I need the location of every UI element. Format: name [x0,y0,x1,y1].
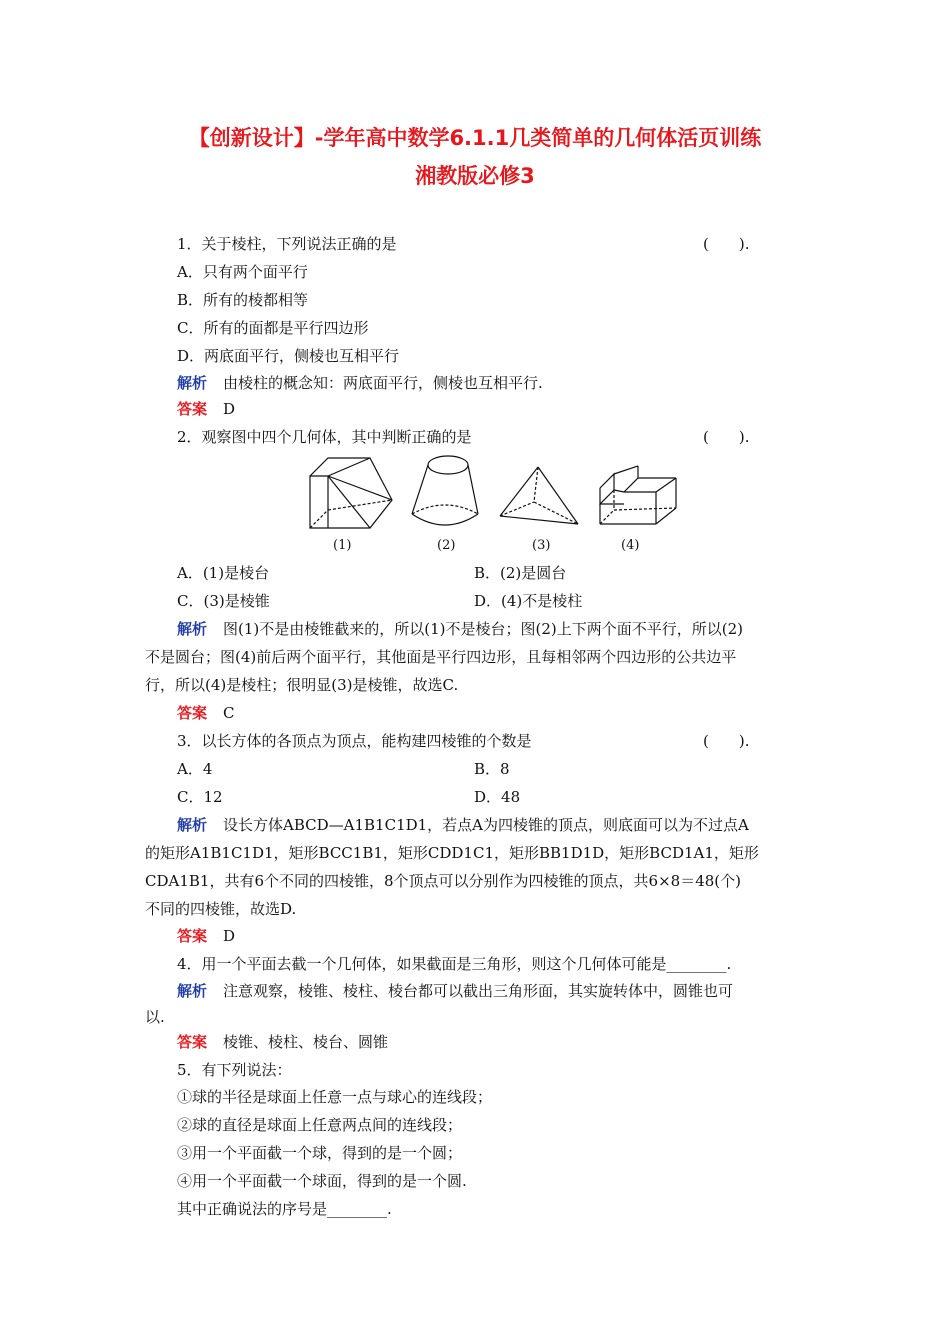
answer-label: 答案 [177,1033,208,1051]
q3-answer [177,926,235,946]
q1-stem: 1．关于棱柱，下列说法正确的是 [177,235,397,253]
q3-analysis-line4: 不同的四棱锥，故选D. [145,900,297,918]
q2-option-c: C．(3)是棱锥 [177,592,270,610]
q1-option-c: C．所有的面都是平行四边形 [177,319,369,337]
q3-option-c: C．12 [177,788,223,806]
q3-analysis-text1: 设长方体ABCD—A1B1C1D1，若点A为四棱锥的顶点，则底面可以为不过点A [223,816,749,834]
answer-label: 答案 [177,927,208,945]
doc-title-line2: 湘教版必修3 [415,164,535,188]
q3-analysis-line2: 的矩形A1B1C1D1，矩形BCC1B1，矩形CDD1C1，矩形BB1D1D，矩形BCD1A1，矩形 [145,844,759,862]
solid-4-prism [600,466,676,524]
q1-answer [177,399,235,419]
q2-analysis-line1 [177,619,743,639]
q1-option-b: B．所有的棱都相等 [177,291,309,309]
q1-option-d: D．两底面平行，侧棱也互相平行 [177,347,400,365]
answer-label: 答案 [177,400,208,418]
q2-stem: 2．观察图中四个几何体，其中判断正确的是 [177,428,472,446]
analysis-label: 解析 [177,620,208,638]
q1-analysis [177,373,543,393]
analysis-label: 解析 [177,982,208,1000]
q3-bracket: ( ). [703,732,750,750]
doc-title-line1: 【创新设计】-学年高中数学6.1.1几类简单的几何体活页训练 [188,126,762,150]
q1-answer-text: D [223,400,236,418]
q4-analysis-line2: 以. [145,1008,165,1026]
q4-analysis-text1: 注意观察，棱锥、棱柱、棱台都可以截出三角形面，其实旋转体中，圆锥也可 [223,982,734,1000]
answer-label: 答案 [177,704,208,722]
q4-analysis-line1 [177,981,733,1001]
q5-statement-4: ④用一个平面截一个球面，得到的是一个圆. [177,1172,467,1190]
analysis-label: 解析 [177,816,208,834]
q3-analysis-line3: CDA1B1，共有6个不同的四棱锥，8个顶点可以分别作为四棱锥的顶点，共6×8＝48(个) [145,872,741,890]
q3-answer-text: D [223,927,236,945]
q2-option-a: A．(1)是棱台 [177,564,270,582]
q3-analysis-line1 [177,815,749,835]
q3-option-d: D．48 [474,788,521,806]
q1-analysis-text: 由棱柱的概念知：两底面平行，侧棱也互相平行. [223,374,543,392]
solid-2-cone-like [412,456,478,525]
q1-bracket: ( ). [703,235,750,253]
q2-analysis-line2: 不是圆台；图(4)前后两个面平行，其他面是平行四边形，且每相邻两个四边形的公共边平 [145,648,737,666]
q1-option-a: A．只有两个面平行 [177,263,308,281]
q2-answer-text: C [223,704,235,722]
figure-caption-3: (3) [532,538,551,553]
q4-stem: 4．用一个平面去截一个几何体，如果截面是三角形，则这个几何体可能是________. [177,955,732,973]
q5-statement-1: ①球的半径是球面上任意一点与球心的连线段； [177,1088,493,1106]
q5-statement-2: ②球的直径是球面上任意两点间的连线段； [177,1116,463,1134]
q2-option-d: D．(4)不是棱柱 [474,592,583,610]
q2-option-b: B．(2)是圆台 [474,564,567,582]
q5-stem: 5．有下列说法： [177,1061,292,1079]
q4-answer-text: 棱锥、棱柱、棱台、圆锥 [223,1033,389,1051]
q2-analysis-line3: 行，所以(4)是棱柱；很明显(3)是棱锥，故选C. [145,676,459,694]
q2-bracket: ( ). [703,428,750,446]
q5-question: 其中正确说法的序号是________. [177,1200,392,1218]
solid-3-pyramid [500,467,578,524]
q3-option-a: A．4 [177,760,213,778]
analysis-label: 解析 [177,374,208,392]
q4-answer [177,1032,388,1052]
q3-option-b: B．8 [474,760,510,778]
solid-1-frustum [310,458,392,528]
q5-statement-3: ③用一个平面截一个球，得到的是一个圆； [177,1144,463,1162]
q2-analysis-text1: 图(1)不是由棱锥截来的，所以(1)不是棱台；图(2)上下两个面不平行，所以(2) [223,620,744,638]
figure-caption-2: (2) [437,538,456,553]
figure-caption-1: (1) [333,538,352,553]
q2-answer [177,703,235,723]
figure-caption-4: (4) [621,538,640,553]
q3-stem: 3．以长方体的各顶点为顶点，能构建四棱锥的个数是 [177,732,532,750]
